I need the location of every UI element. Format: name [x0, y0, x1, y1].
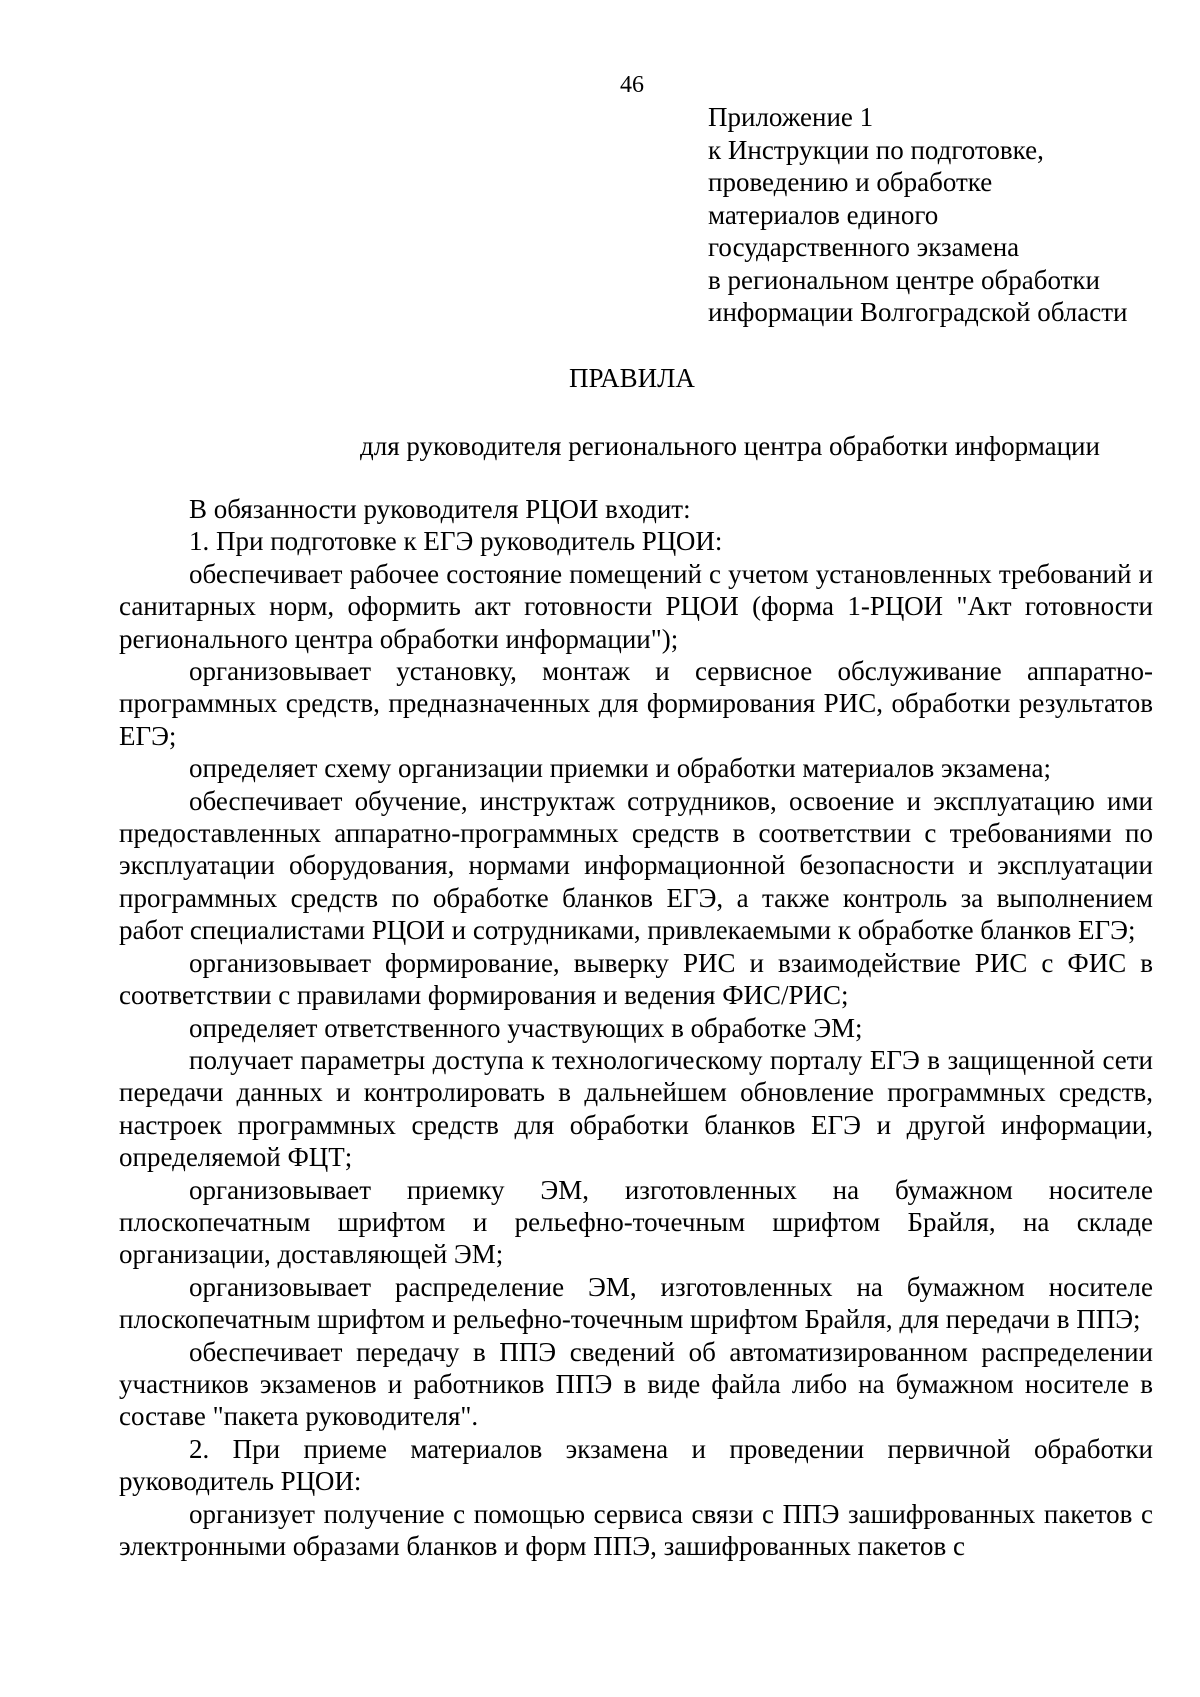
appendix-line: Приложение 1 [708, 102, 874, 132]
paragraph: организовывает приемку ЭМ, изготовленных на бумажном носителе плоскопечатным шрифтом и рельефно-точечным шрифтом Брайля, на складе организации, доставляющей ЭМ; [119, 1174, 1153, 1270]
paragraph: определяет ответственного участвующих в обработке ЭМ; [189, 1012, 863, 1043]
page-number: 46 [620, 72, 644, 98]
paragraph: организует получение с помощью сервиса связи с ППЭ зашифрованных пакетов с электронными образами бланков и форм ППЭ, зашифрованных пакетов с [119, 1498, 1153, 1561]
paragraph: 2. При приеме материалов экзамена и проведении первичной обработки руководитель РЦОИ: [119, 1433, 1153, 1497]
paragraph: определяет схему организации приемки и обработки материалов экзамена; [189, 753, 1052, 784]
appendix-line: к Инструкции по подготовке, [708, 134, 1044, 165]
paragraph: 1. При подготовке к ЕГЭ руководитель РЦОИ: [189, 526, 723, 557]
appendix-header [708, 101, 1127, 329]
appendix-line: информации Волгоградской области [708, 297, 1128, 327]
appendix-line: в региональном центре обработки [708, 264, 1100, 295]
paragraph: организовывает распределение ЭМ, изготовленных на бумажном носителе плоскопечатным шрифтом и рельефно-точечным шрифтом Брайля, для передачи в ППЭ; [119, 1271, 1153, 1335]
paragraph: получает параметры доступа к технологическому порталу ЕГЭ в защищенной сети передачи данных и контролировать в дальнейшем обновление программных средств, настроек программных средств для обработки бланков ЕГЭ и другой информации, определяемой ФЦТ; [119, 1044, 1153, 1173]
paragraph: обеспечивает рабочее состояние помещений с учетом установленных требований и санитарных норм, оформить акт готовности РЦОИ (форма 1-РЦОИ "Акт готовности регионального центра обработки информации"); [119, 558, 1153, 654]
paragraph: В обязанности руководителя РЦОИ входит: [189, 494, 691, 524]
appendix-line: материалов единого [708, 199, 939, 230]
paragraph: организовывает установку, монтаж и сервисное обслуживание аппаратно-программных средств, предназначенных для формирования РИС, обработки результатов ЕГЭ; [119, 656, 1153, 751]
appendix-line: государственного экзамена [708, 232, 1020, 262]
appendix-line: проведению и обработке [708, 167, 993, 197]
document-title: ПРАВИЛА [569, 363, 695, 393]
paragraph: обеспечивает обучение, инструктаж сотрудников, освоение и эксплуатацию ими предоставленных аппаратно-программных средств в соответствии с требованиями по эксплуатации оборудования, нормами информационной безопасности и эксплуатации программных средств по обработке бланков ЕГЭ, а также контроль за выполнением работ специалистами РЦОИ и сотрудниками, привлекаемыми к обработке бланков ЕГЭ; [119, 785, 1153, 946]
paragraph: организовывает формирование, выверку РИС и взаимодействие РИС с ФИС в соответствии с правилами формирования и ведения ФИС/РИС; [119, 947, 1153, 1011]
document-body [119, 493, 1153, 1562]
document-subtitle: для руководителя регионального центра обработки информации [360, 431, 1100, 461]
paragraph: обеспечивает передачу в ППЭ сведений об автоматизированном распределении участников экзаменов и работников ППЭ в виде файла либо на бумажном носителе в составе "пакета руководителя". [119, 1336, 1153, 1432]
